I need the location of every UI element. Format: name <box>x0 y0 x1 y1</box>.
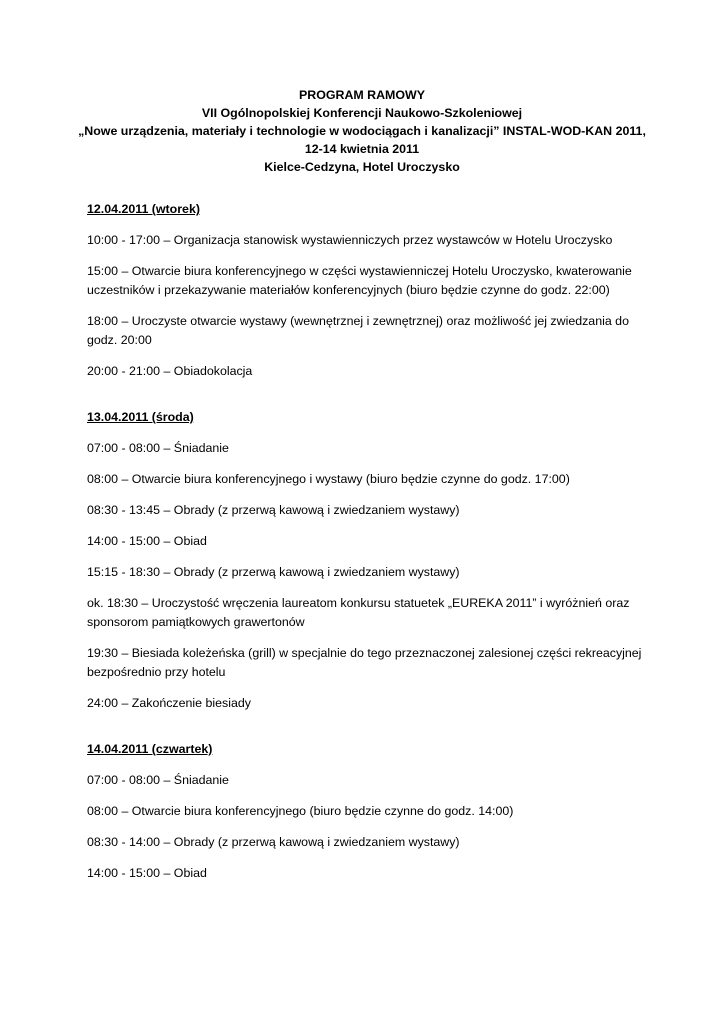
day-section-3 <box>87 740 647 883</box>
schedule-entry: 08:30 - 14:00 – Obrady (z przerwą kawową i zwiedzaniem wystawy) <box>87 835 460 849</box>
program-title: PROGRAM RAMOWY <box>299 88 425 102</box>
day-heading: 13.04.2011 (środa) <box>87 410 194 424</box>
conference-venue: Kielce-Cedzyna, Hotel Uroczysko <box>264 160 460 174</box>
schedule-entry: 15:00 – Otwarcie biura konferencyjnego w części wystawienniczej Hotelu Uroczysko, kwaterowanie uczestników i przekazywanie materiałów konferencyjnych (biuro będzie czynne do godz. 22:00) <box>87 264 632 297</box>
day-section-2 <box>87 408 647 713</box>
schedule-entry: 07:00 - 08:00 – Śniadanie <box>87 441 229 455</box>
schedule-entry: 14:00 - 15:00 – Obiad <box>87 866 207 880</box>
conference-dates: 12-14 kwietnia 2011 <box>304 142 420 156</box>
document-header <box>60 86 664 176</box>
schedule-entry: 15:15 - 18:30 – Obrady (z przerwą kawową i zwiedzaniem wystawy) <box>87 565 460 579</box>
conference-theme: „Nowe urządzenia, materiały i technologie w wodociągach i kanalizacji” INSTAL-WOD-KAN 2011, <box>78 124 646 138</box>
schedule-entry: 18:00 – Uroczyste otwarcie wystawy (wewnętrznej i zewnętrznej) oraz możliwość jej zwiedzania do godz. 20:00 <box>87 314 629 347</box>
schedule-entry: 10:00 - 17:00 – Organizacja stanowisk wystawienniczych przez wystawców w Hotelu Uroczysko <box>87 233 613 247</box>
program-body <box>87 200 647 910</box>
day-heading: 12.04.2011 (wtorek) <box>87 202 200 216</box>
schedule-entry: 08:30 - 13:45 – Obrady (z przerwą kawową i zwiedzaniem wystawy) <box>87 503 460 517</box>
schedule-entry: 07:00 - 08:00 – Śniadanie <box>87 773 229 787</box>
schedule-entry: 24:00 – Zakończenie biesiady <box>87 696 251 710</box>
day-section-1 <box>87 200 647 381</box>
day-heading: 14.04.2011 (czwartek) <box>87 742 213 756</box>
schedule-entry: ok. 18:30 – Uroczystość wręczenia laureatom konkursu statuetek „EUREKA 2011” i wyróżnień oraz sponsorom pamiątkowych grawertonów <box>87 596 630 629</box>
schedule-entry: 08:00 – Otwarcie biura konferencyjnego i wystawy (biuro będzie czynne do godz. 17:00) <box>87 472 570 486</box>
schedule-entry: 08:00 – Otwarcie biura konferencyjnego (biuro będzie czynne do godz. 14:00) <box>87 804 514 818</box>
schedule-entry: 20:00 - 21:00 – Obiadokolacja <box>87 364 253 378</box>
schedule-entry: 14:00 - 15:00 – Obiad <box>87 534 207 548</box>
schedule-entry: 19:30 – Biesiada koleżeńska (grill) w specjalnie do tego przeznaczonej zalesionej części rekreacyjnej bezpośrednio przy hotelu <box>87 646 642 679</box>
conference-name: VII Ogólnopolskiej Konferencji Naukowo-Szkoleniowej <box>201 106 523 120</box>
